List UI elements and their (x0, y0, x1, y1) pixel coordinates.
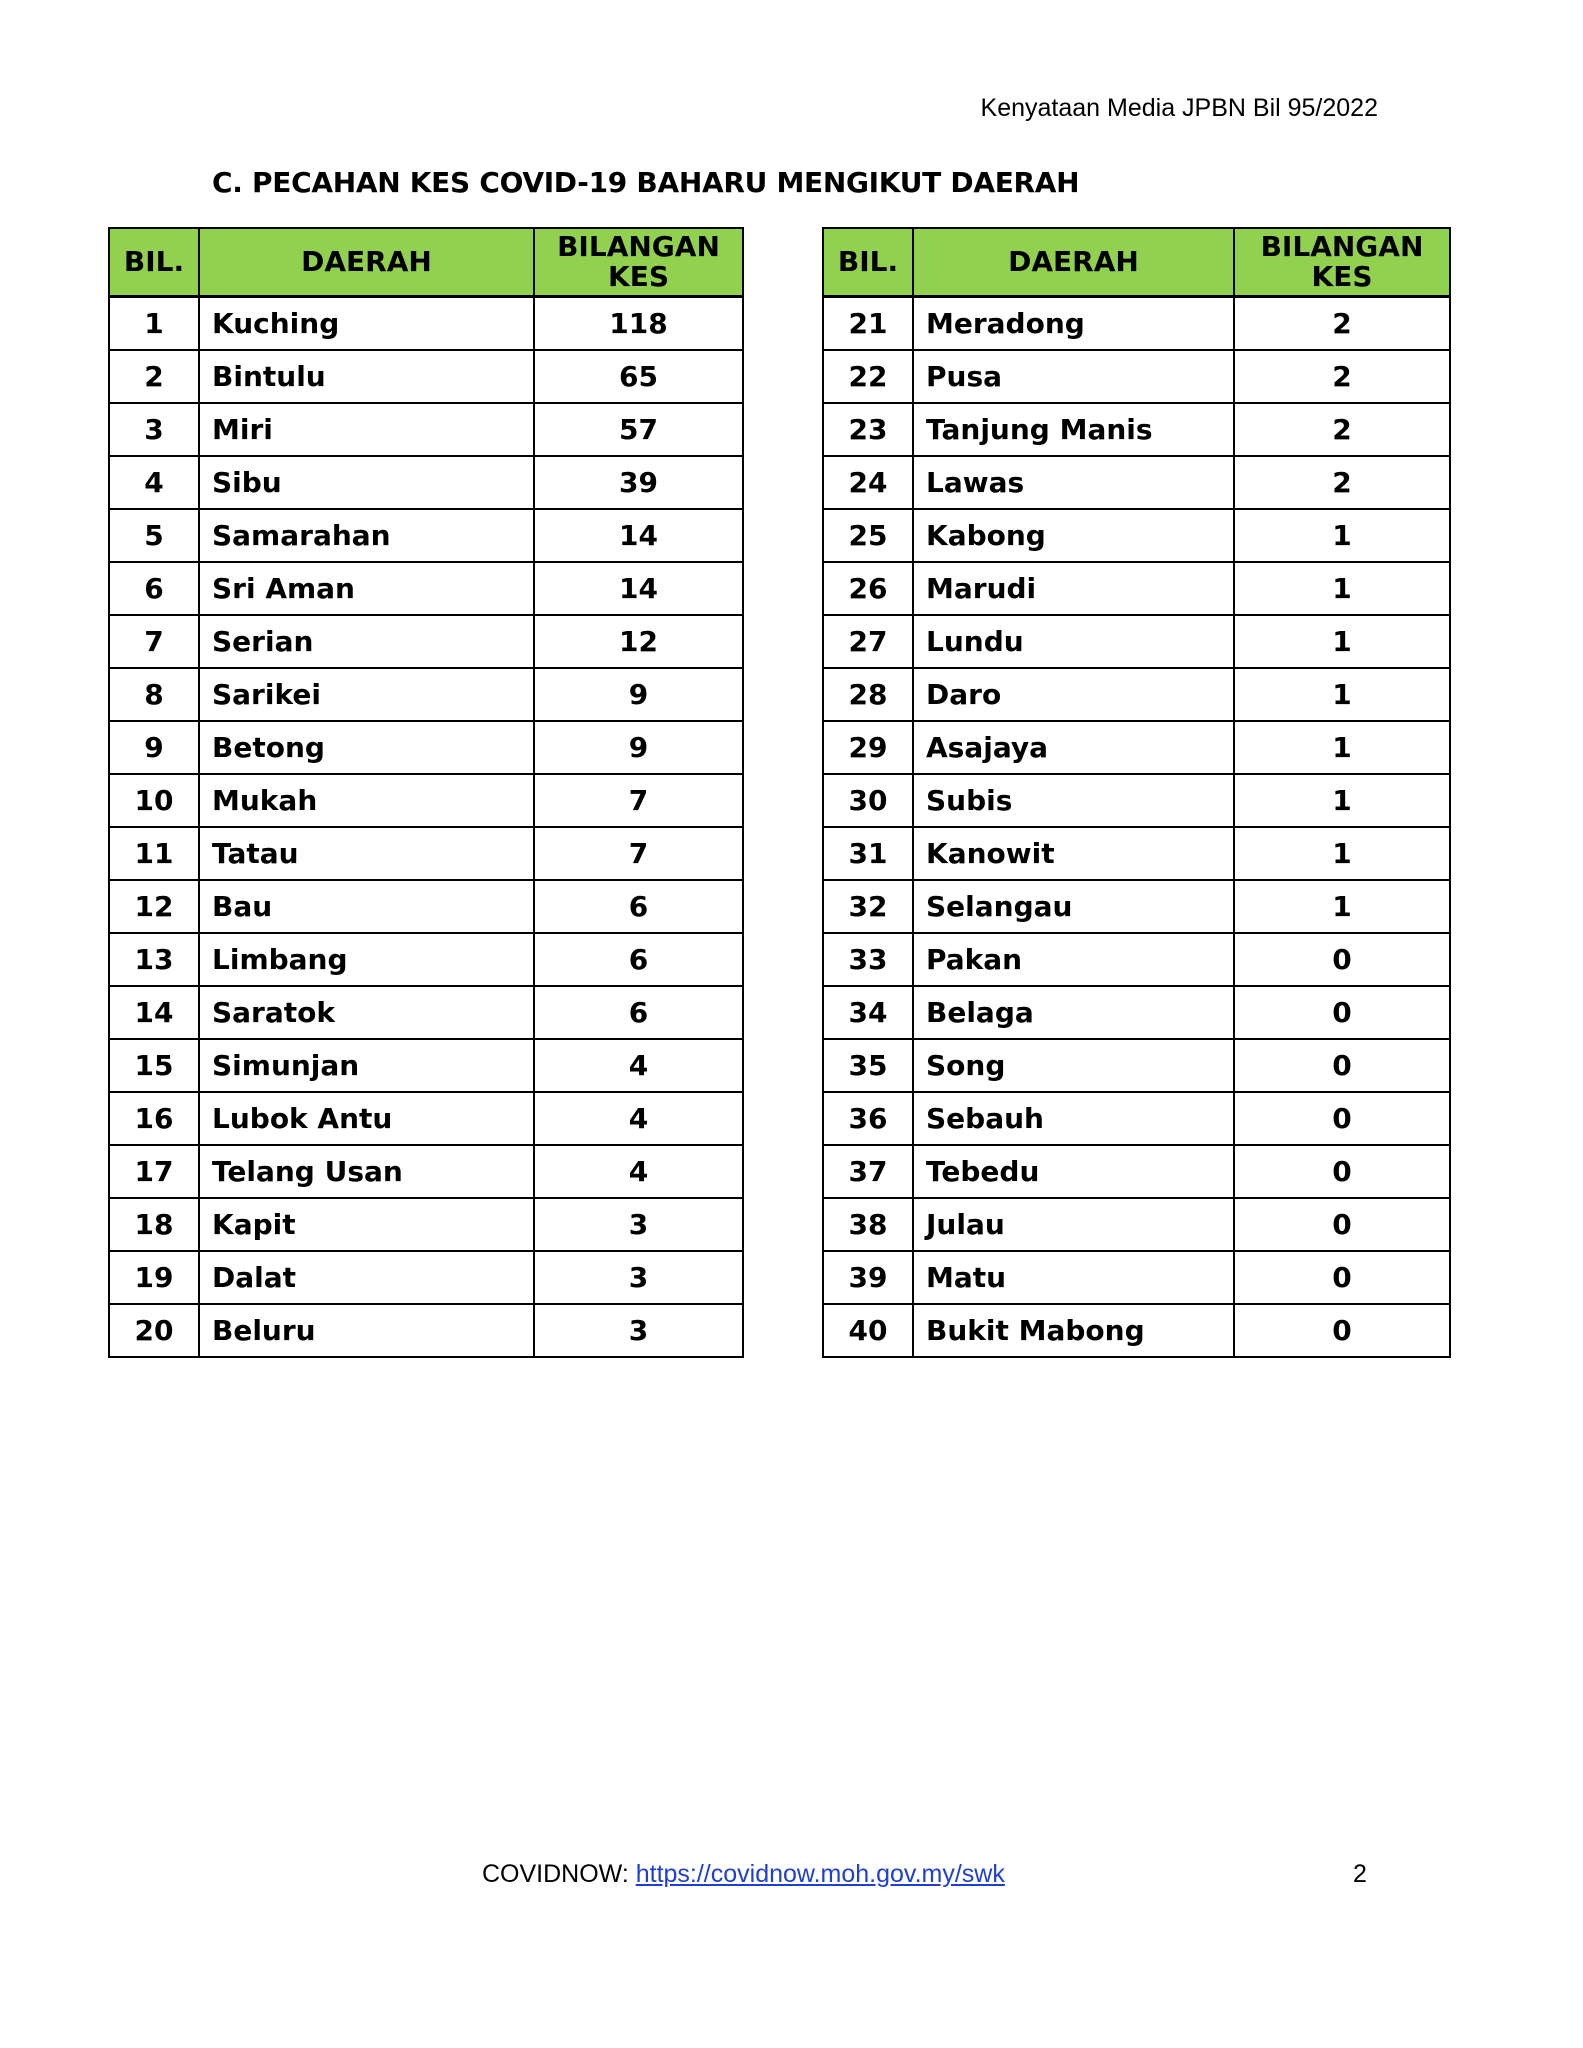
table-row (109, 456, 743, 509)
row-daerah: Song (913, 1039, 1234, 1092)
row-bil: 36 (823, 1092, 913, 1145)
row-kes: 9 (534, 668, 743, 721)
row-bil: 17 (109, 1145, 199, 1198)
table-row (823, 403, 1450, 456)
cases-table-left (108, 227, 744, 1358)
row-kes: 118 (534, 297, 743, 351)
row-daerah: Sibu (199, 456, 534, 509)
row-kes: 6 (534, 880, 743, 933)
row-bil: 21 (823, 297, 913, 351)
row-kes: 1 (1234, 615, 1450, 668)
table-row (109, 1304, 743, 1357)
row-bil: 29 (823, 721, 913, 774)
row-bil: 11 (109, 827, 199, 880)
table-row (109, 509, 743, 562)
covidnow-link[interactable]: https://covidnow.moh.gov.my/swk (635, 1860, 1005, 1888)
row-bil: 10 (109, 774, 199, 827)
row-daerah: Telang Usan (199, 1145, 534, 1198)
table-row (109, 1251, 743, 1304)
table-row (109, 986, 743, 1039)
row-daerah: Pakan (913, 933, 1234, 986)
row-kes: 4 (534, 1092, 743, 1145)
document-reference: Kenyataan Media JPBN Bil 95/2022 (980, 94, 1378, 122)
row-bil: 26 (823, 562, 913, 615)
row-kes: 1 (1234, 562, 1450, 615)
page-number: 2 (1353, 1860, 1367, 1888)
header-daerah: DAERAH (199, 228, 534, 297)
row-daerah: Mukah (199, 774, 534, 827)
row-bil: 32 (823, 880, 913, 933)
row-daerah: Lundu (913, 615, 1234, 668)
row-kes: 0 (1234, 1251, 1450, 1304)
row-bil: 14 (109, 986, 199, 1039)
row-daerah: Serian (199, 615, 534, 668)
row-daerah: Beluru (199, 1304, 534, 1357)
row-bil: 7 (109, 615, 199, 668)
table-row (823, 880, 1450, 933)
row-daerah: Selangau (913, 880, 1234, 933)
row-daerah: Lubok Antu (199, 1092, 534, 1145)
row-bil: 15 (109, 1039, 199, 1092)
row-kes: 0 (1234, 1304, 1450, 1357)
row-bil: 37 (823, 1145, 913, 1198)
row-kes: 57 (534, 403, 743, 456)
row-daerah: Limbang (199, 933, 534, 986)
row-kes: 4 (534, 1039, 743, 1092)
row-daerah: Meradong (913, 297, 1234, 351)
table-row (109, 774, 743, 827)
row-daerah: Pusa (913, 350, 1234, 403)
header-bilangan-line1: BILANGAN (557, 230, 720, 263)
table-row (109, 933, 743, 986)
header-bilangan-line1: BILANGAN (1260, 230, 1424, 263)
row-bil: 33 (823, 933, 913, 986)
row-kes: 12 (534, 615, 743, 668)
table-row (109, 721, 743, 774)
table-header-row (823, 228, 1450, 297)
table-row (823, 1145, 1450, 1198)
row-bil: 31 (823, 827, 913, 880)
row-daerah: Subis (913, 774, 1234, 827)
header-bilangan-kes (534, 228, 743, 297)
row-kes: 1 (1234, 827, 1450, 880)
footer-label: COVIDNOW: (482, 1860, 636, 1888)
row-daerah: Kanowit (913, 827, 1234, 880)
row-daerah: Tatau (199, 827, 534, 880)
row-daerah: Kuching (199, 297, 534, 351)
row-daerah: Asajaya (913, 721, 1234, 774)
header-bil: BIL. (823, 228, 913, 297)
row-daerah: Dalat (199, 1251, 534, 1304)
table-row (823, 986, 1450, 1039)
row-daerah: Betong (199, 721, 534, 774)
row-kes: 2 (1234, 403, 1450, 456)
row-bil: 38 (823, 1198, 913, 1251)
row-daerah: Julau (913, 1198, 1234, 1251)
header-bilangan-line2: KES (1311, 260, 1373, 293)
row-bil: 30 (823, 774, 913, 827)
row-daerah: Bau (199, 880, 534, 933)
table-row (109, 615, 743, 668)
row-daerah: Belaga (913, 986, 1234, 1039)
table-row (823, 933, 1450, 986)
row-kes: 7 (534, 827, 743, 880)
row-bil: 20 (109, 1304, 199, 1357)
row-kes: 2 (1234, 456, 1450, 509)
table-row (109, 1092, 743, 1145)
cases-table-right (822, 227, 1451, 1358)
row-bil: 35 (823, 1039, 913, 1092)
row-bil: 25 (823, 509, 913, 562)
row-bil: 27 (823, 615, 913, 668)
row-daerah: Bukit Mabong (913, 1304, 1234, 1357)
table-row (109, 297, 743, 351)
row-kes: 65 (534, 350, 743, 403)
table-row (823, 615, 1450, 668)
row-bil: 19 (109, 1251, 199, 1304)
table-row (823, 774, 1450, 827)
row-kes: 3 (534, 1198, 743, 1251)
table-header-row (109, 228, 743, 297)
table-row (109, 1145, 743, 1198)
row-daerah: Kabong (913, 509, 1234, 562)
table-row (823, 668, 1450, 721)
table-row (109, 350, 743, 403)
row-bil: 28 (823, 668, 913, 721)
row-bil: 2 (109, 350, 199, 403)
table-row (823, 562, 1450, 615)
header-bilangan-line2: KES (608, 260, 669, 293)
table-row (823, 297, 1450, 351)
row-kes: 0 (1234, 1092, 1450, 1145)
table-row (109, 668, 743, 721)
row-kes: 1 (1234, 721, 1450, 774)
row-bil: 8 (109, 668, 199, 721)
row-kes: 1 (1234, 668, 1450, 721)
table-row (823, 721, 1450, 774)
row-kes: 0 (1234, 1039, 1450, 1092)
table-row (823, 509, 1450, 562)
header-bilangan-kes (1234, 228, 1450, 297)
row-kes: 0 (1234, 1198, 1450, 1251)
table-row (823, 1198, 1450, 1251)
row-bil: 9 (109, 721, 199, 774)
row-bil: 3 (109, 403, 199, 456)
row-bil: 39 (823, 1251, 913, 1304)
row-bil: 24 (823, 456, 913, 509)
row-bil: 5 (109, 509, 199, 562)
row-kes: 0 (1234, 933, 1450, 986)
row-kes: 3 (534, 1304, 743, 1357)
row-kes: 1 (1234, 774, 1450, 827)
footer (482, 1860, 1005, 1889)
header-bil: BIL. (109, 228, 199, 297)
table-row (109, 1039, 743, 1092)
row-daerah: Miri (199, 403, 534, 456)
section-title: C. PECAHAN KES COVID-19 BAHARU MENGIKUT DAERAH (212, 166, 1080, 199)
row-kes: 0 (1234, 986, 1450, 1039)
row-bil: 16 (109, 1092, 199, 1145)
row-daerah: Daro (913, 668, 1234, 721)
row-kes: 1 (1234, 509, 1450, 562)
row-daerah: Sebauh (913, 1092, 1234, 1145)
row-daerah: Saratok (199, 986, 534, 1039)
row-kes: 2 (1234, 297, 1450, 351)
table-row (823, 827, 1450, 880)
row-kes: 39 (534, 456, 743, 509)
table-row (109, 827, 743, 880)
table-row (823, 1251, 1450, 1304)
row-daerah: Sarikei (199, 668, 534, 721)
row-daerah: Simunjan (199, 1039, 534, 1092)
row-kes: 14 (534, 509, 743, 562)
row-bil: 13 (109, 933, 199, 986)
table-row (109, 1198, 743, 1251)
row-kes: 1 (1234, 880, 1450, 933)
row-daerah: Lawas (913, 456, 1234, 509)
row-bil: 6 (109, 562, 199, 615)
row-daerah: Tanjung Manis (913, 403, 1234, 456)
row-bil: 23 (823, 403, 913, 456)
row-daerah: Tebedu (913, 1145, 1234, 1198)
row-bil: 18 (109, 1198, 199, 1251)
row-daerah: Bintulu (199, 350, 534, 403)
table-row (823, 1304, 1450, 1357)
table-row (823, 1039, 1450, 1092)
row-bil: 34 (823, 986, 913, 1039)
row-bil: 22 (823, 350, 913, 403)
row-daerah: Sri Aman (199, 562, 534, 615)
row-kes: 6 (534, 986, 743, 1039)
row-daerah: Samarahan (199, 509, 534, 562)
row-bil: 1 (109, 297, 199, 351)
table-row (823, 456, 1450, 509)
row-kes: 7 (534, 774, 743, 827)
row-bil: 40 (823, 1304, 913, 1357)
row-kes: 0 (1234, 1145, 1450, 1198)
row-kes: 14 (534, 562, 743, 615)
row-kes: 3 (534, 1251, 743, 1304)
table-row (109, 880, 743, 933)
row-kes: 2 (1234, 350, 1450, 403)
row-bil: 4 (109, 456, 199, 509)
table-row (823, 1092, 1450, 1145)
row-kes: 9 (534, 721, 743, 774)
table-row (109, 403, 743, 456)
table-row (109, 562, 743, 615)
row-kes: 4 (534, 1145, 743, 1198)
header-daerah: DAERAH (913, 228, 1234, 297)
row-kes: 6 (534, 933, 743, 986)
row-daerah: Marudi (913, 562, 1234, 615)
row-bil: 12 (109, 880, 199, 933)
table-row (823, 350, 1450, 403)
row-daerah: Kapit (199, 1198, 534, 1251)
row-daerah: Matu (913, 1251, 1234, 1304)
